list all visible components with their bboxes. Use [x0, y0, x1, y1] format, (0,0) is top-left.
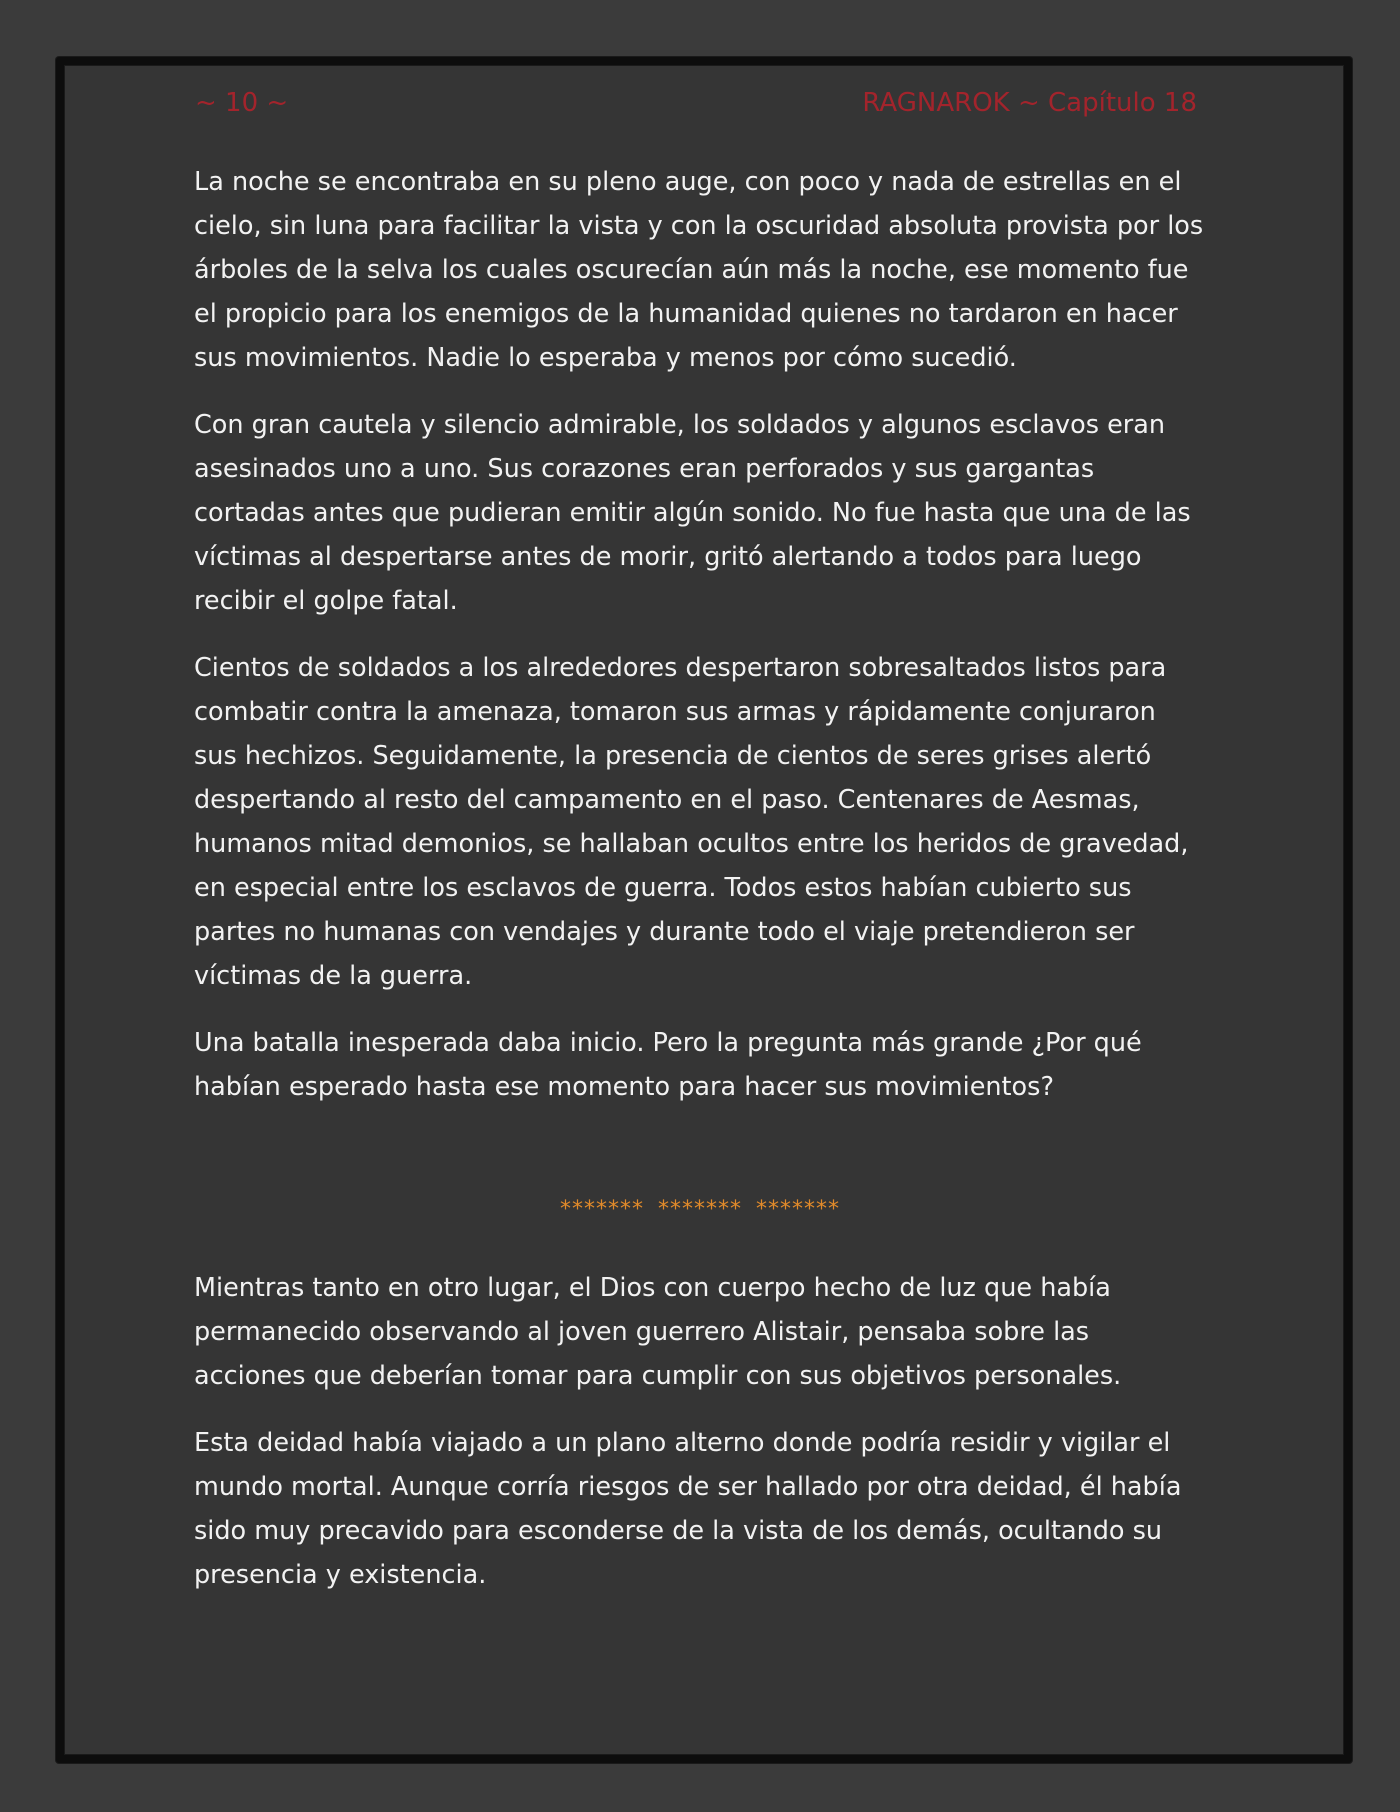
paragraph: La noche se encontraba en su pleno auge, con poco y nada de estrellas en el cielo, sin luna para facilitar la vista y con la oscuridad absoluta provista por los árboles de la selva los cuales oscurecían aún más la noche, ese momento fue el propicio para los enemigos de la humanidad quienes no tardaron en hacer sus movimientos. Nadie lo esperaba y menos por cómo sucedió.	[194, 167, 1204, 373]
paragraph: Cientos de soldados a los alrededores despertaron sobresaltados listos para combatir contra la amenaza, tomaron sus armas y rápidamente conjuraron sus hechizos. Seguidamente, la presencia de cientos de seres grises alertó despertando al resto del campamento en el paso. Centenares de Aesmas, humanos mitad demonios, se hallaban ocultos entre los heridos de gravedad, en especial entre los esclavos de guerra. Todos estos habían cubierto sus partes no humanas con vendajes y durante todo el viaje pretendieron ser víctimas de la guerra.	[194, 653, 1189, 991]
section-separator: ******* ******* *******	[560, 1197, 840, 1222]
paragraph: Con gran cautela y silencio admirable, los soldados y algunos esclavos eran asesinados uno a uno. Sus corazones eran perforados y sus gargantas cortadas antes que pudieran emitir algún sonido. No fue hasta que una de las víctimas al despertarse antes de morir, gritó alertando a todos para luego recibir el golpe fatal.	[194, 410, 1191, 616]
paragraph: Esta deidad había viajado a un plano alterno donde podría residir y vigilar el mundo mortal. Aunque corría riesgos de ser hallado por otra deidad, él había sido muy precavido para esconderse de la vista de los demás, ocultando su presencia y existencia.	[194, 1428, 1182, 1590]
page-number: ~ 10 ~	[195, 88, 289, 118]
running-title: RAGNAROK ~ Capítulo 18	[862, 88, 1197, 118]
page-header	[195, 87, 1197, 119]
paragraph: Mientras tanto en otro lugar, el Dios con cuerpo hecho de luz que había permanecido observando al joven guerrero Alistair, pensaba sobre las acciones que deberían tomar para cumplir con sus objetivos personales.	[194, 1273, 1122, 1391]
main-text	[194, 160, 1206, 1132]
paragraph: Una batalla inesperada daba inicio. Pero la pregunta más grande ¿Por qué habían esperado hasta ese momento para hacer sus movimientos?	[194, 1028, 1142, 1102]
main-text-continued	[194, 1266, 1206, 1620]
